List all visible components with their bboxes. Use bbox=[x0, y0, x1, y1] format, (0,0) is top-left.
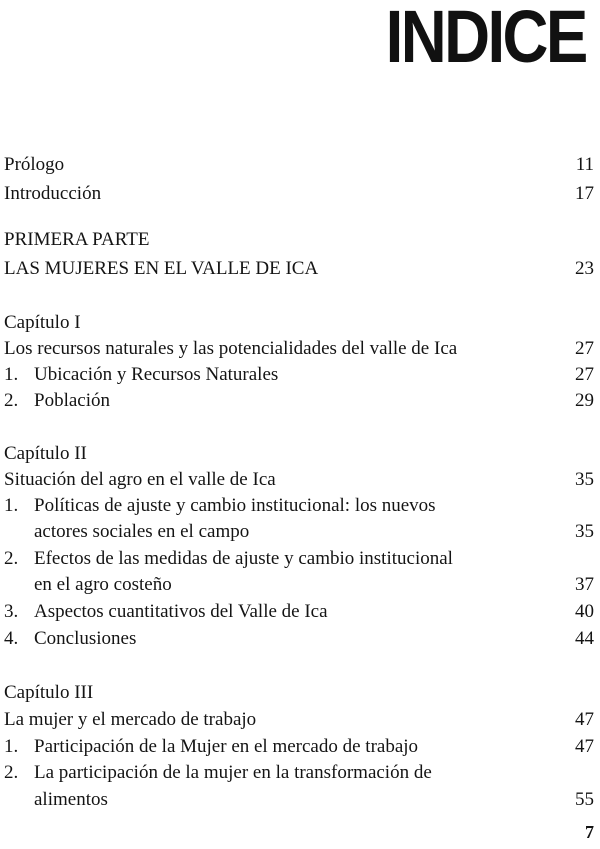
toc-entry-text: Población bbox=[34, 390, 110, 411]
toc-entry-text: Ubicación y Recursos Naturales bbox=[34, 364, 279, 385]
toc-page-number: 44 bbox=[575, 628, 594, 649]
toc-page-number: 47 bbox=[575, 736, 594, 757]
toc-entry-3-2[interactable] bbox=[0, 760, 600, 786]
toc-entry-text: Capítulo I bbox=[4, 312, 81, 333]
toc-entry-part-one[interactable] bbox=[0, 256, 600, 282]
toc-entry-text: en el agro costeño bbox=[34, 574, 172, 595]
toc-page-number: 27 bbox=[575, 338, 594, 359]
toc-entry-3-2-cont[interactable] bbox=[0, 787, 600, 813]
toc-entry-text: LAS MUJERES EN EL VALLE DE ICA bbox=[4, 258, 319, 279]
toc-page-number: 35 bbox=[575, 521, 594, 542]
toc-entry-text: Introducción bbox=[4, 183, 102, 204]
toc-entry-text: Políticas de ajuste y cambio institucional: los nuevos bbox=[34, 495, 436, 516]
part-heading bbox=[0, 227, 600, 253]
page-number: 7 bbox=[585, 822, 594, 842]
toc-entry-chapter-2[interactable] bbox=[0, 467, 600, 493]
toc-entry-text: Capítulo III bbox=[4, 682, 94, 703]
toc-entry-number: 2. bbox=[4, 762, 19, 783]
toc-entry-text: Participación de la Mujer en el mercado de trabajo bbox=[34, 736, 419, 757]
toc-page-number: 27 bbox=[575, 364, 594, 385]
toc-entry-number: 2. bbox=[4, 548, 19, 569]
toc-entry-text: actores sociales en el campo bbox=[34, 521, 250, 542]
toc-page-number: 55 bbox=[575, 789, 594, 810]
chapter-heading-1 bbox=[0, 310, 600, 336]
toc-entry-text: Capítulo II bbox=[4, 443, 87, 464]
toc-entry-number: 1. bbox=[4, 495, 19, 516]
toc-entry-1-1[interactable] bbox=[0, 362, 600, 388]
toc-entry-2-4[interactable] bbox=[0, 626, 600, 652]
toc-entry-2-1[interactable] bbox=[0, 493, 600, 519]
toc-entry-2-2-cont[interactable] bbox=[0, 572, 600, 598]
toc-entry-3-1[interactable] bbox=[0, 734, 600, 760]
toc-entry-number: 4. bbox=[4, 628, 19, 649]
toc-entry-number: 1. bbox=[4, 736, 19, 757]
toc-entry-2-1-cont[interactable] bbox=[0, 519, 600, 545]
toc-page-number: 29 bbox=[575, 390, 594, 411]
toc-entry-text: Prólogo bbox=[4, 154, 65, 175]
toc-entry-text: La participación de la mujer en la transformación de bbox=[34, 762, 432, 783]
toc-entry-text: Situación del agro en el valle de Ica bbox=[4, 469, 276, 490]
toc-entry-text: Los recursos naturales y las potencialidades del valle de Ica bbox=[4, 338, 458, 359]
toc-entry-text: Efectos de las medidas de ajuste y cambio institucional bbox=[34, 548, 453, 569]
toc-entry-number: 2. bbox=[4, 390, 19, 411]
toc-page-number: 17 bbox=[575, 183, 594, 204]
toc-entry-chapter-3[interactable] bbox=[0, 707, 600, 733]
toc-page-number: 11 bbox=[575, 154, 594, 175]
toc-entry-2-2[interactable] bbox=[0, 546, 600, 572]
toc-entry-number: 1. bbox=[4, 364, 19, 385]
toc-entry-chapter-1[interactable] bbox=[0, 336, 600, 362]
toc-entry-prologo[interactable] bbox=[0, 152, 600, 178]
toc-entry-1-2[interactable] bbox=[0, 388, 600, 414]
toc-page-number: 37 bbox=[575, 574, 594, 595]
toc-entry-text: alimentos bbox=[34, 789, 108, 810]
toc-entry-number: 3. bbox=[4, 601, 19, 622]
toc-page-number: 23 bbox=[575, 258, 594, 279]
toc-page-number: 35 bbox=[575, 469, 594, 490]
toc-entry-2-3[interactable] bbox=[0, 599, 600, 625]
toc-entry-introduccion[interactable] bbox=[0, 181, 600, 207]
toc-entry-text: Aspectos cuantitativos del Valle de Ica bbox=[34, 601, 328, 622]
toc-page-number: 40 bbox=[575, 601, 594, 622]
chapter-heading-2 bbox=[0, 441, 600, 467]
toc-page-number: 47 bbox=[575, 709, 594, 730]
toc-entry-text: PRIMERA PARTE bbox=[4, 229, 150, 250]
toc-entry-text: La mujer y el mercado de trabajo bbox=[4, 709, 257, 730]
page-title: INDICE bbox=[385, 0, 586, 78]
chapter-heading-3 bbox=[0, 680, 600, 706]
toc-entry-text: Conclusiones bbox=[34, 628, 137, 649]
